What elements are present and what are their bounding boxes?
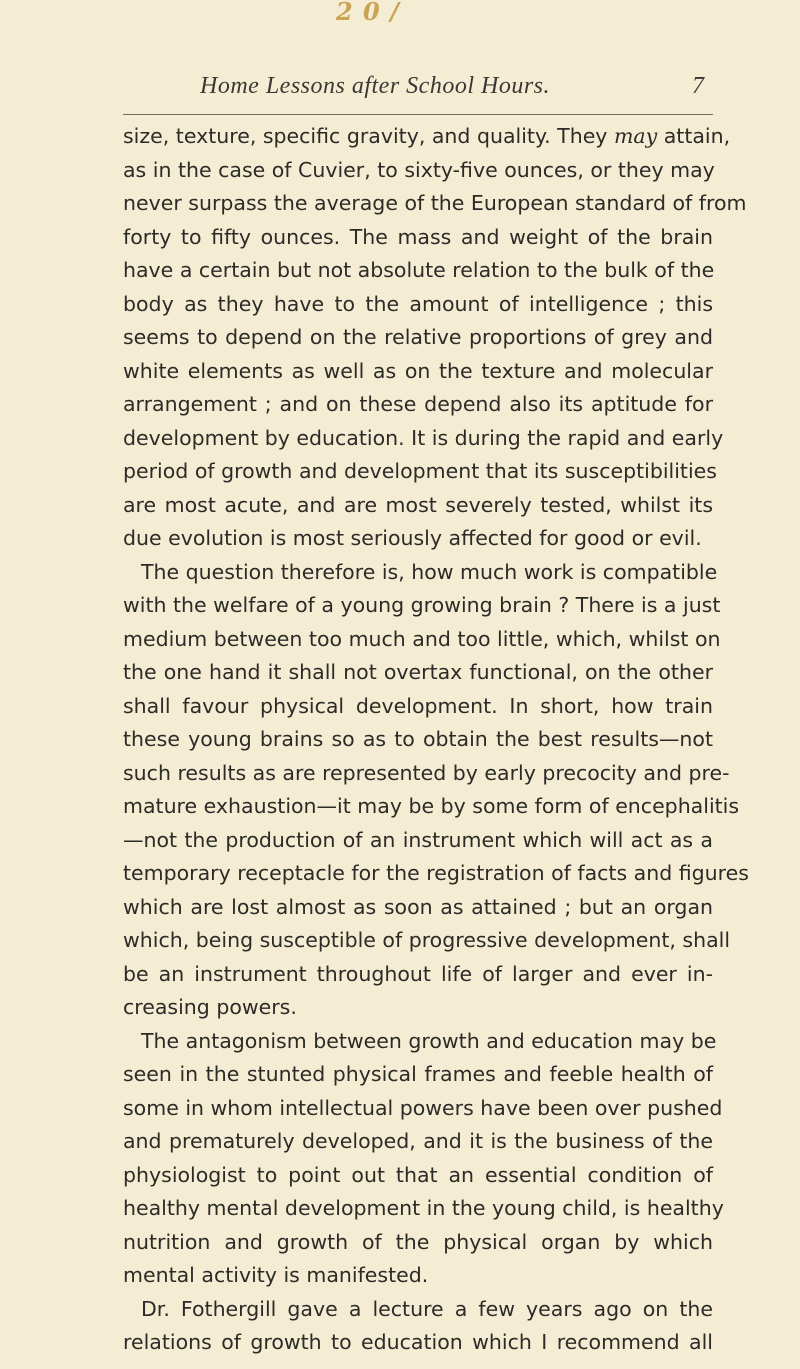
running-head-title: Home Lessons after School Hours. <box>200 73 550 99</box>
paragraph <box>123 1025 724 1293</box>
text-line: due evolution is most seriously affected for good or evil. <box>123 526 702 550</box>
text-line: white elements as well as on the texture and molecular <box>123 358 713 383</box>
text-line: which are lost almost as soon as attained ; but an organ <box>123 894 713 919</box>
text-line: these young brains so as to obtain the best results—not <box>123 727 713 751</box>
header-rule <box>123 114 713 115</box>
text-line: as in the case of Cuvier, to sixty-five ounces, or they may <box>123 157 715 182</box>
text-line: relations of growth to education which I recommend all <box>123 1330 713 1354</box>
text-line: period of growth and development that its susceptibilities <box>123 459 717 483</box>
text-line: shall favour physical development. In short, how train <box>123 693 713 718</box>
text-line: some in whom intellectual powers have been over pushed <box>123 1095 723 1120</box>
text-line: The antagonism between growth and education may be <box>141 1028 717 1053</box>
text-line: mental activity is manifested. <box>123 1263 429 1287</box>
text-line: mature exhaustion—it may be by some form of encephalitis <box>123 794 740 818</box>
page-number: 7 <box>692 73 704 99</box>
text-line: seen in the stunted physical frames and feeble health of <box>123 1062 713 1086</box>
text-line: Dr. Fothergill gave a lecture a few years ago on the <box>141 1296 713 1321</box>
text-line: —not the production of an instrument which will act as a <box>123 827 713 852</box>
running-head <box>120 72 710 106</box>
text-line: forty to fifty ounces. The mass and weight of the brain <box>123 224 713 249</box>
text-line: the one hand it shall not overtax functional, on the other <box>123 660 713 684</box>
emphasis: may <box>613 124 658 148</box>
text-line: never surpass the average of the European standard of from <box>123 191 747 215</box>
text-line: size, texture, specific gravity, and quality. They may attain, <box>123 124 731 148</box>
handwritten-annotation: 2 0 / <box>336 0 400 26</box>
paragraph <box>123 556 749 1025</box>
text-line: with the welfare of a young growing brain ? There is a just <box>123 593 721 617</box>
text-line: healthy mental development in the young child, is healthy <box>123 1196 724 1220</box>
text-line: are most acute, and are most severely tested, whilst its <box>123 492 713 517</box>
text-line: body as they have to the amount of intelligence ; this <box>123 291 713 316</box>
text-line: seems to depend on the relative proportions of grey and <box>123 325 713 349</box>
text-line: medium between too much and too little, which, whilst on <box>123 626 721 651</box>
paragraph <box>123 1293 713 1360</box>
text-line: and prematurely developed, and it is the business of the <box>123 1129 713 1153</box>
text-line: nutrition and growth of the physical organ by which <box>123 1229 713 1254</box>
text-line: which, being susceptible of progressive development, shall <box>123 928 731 952</box>
text-line: be an instrument throughout life of larger and ever in- <box>123 961 713 986</box>
text-line: physiologist to point out that an essential condition of <box>123 1162 713 1187</box>
text-line: arrangement ; and on these depend also its aptitude for <box>123 392 713 416</box>
text-line: The question therefore is, how much work is compatible <box>141 559 718 584</box>
text-line: creasing powers. <box>123 995 297 1019</box>
body-text <box>123 120 749 1360</box>
text-line: such results as are represented by early precocity and pre- <box>123 760 730 785</box>
text-line: have a certain but not absolute relation to the bulk of the <box>123 258 715 282</box>
text-line: temporary receptacle for the registration of facts and figures <box>123 861 749 885</box>
text-line: development by education. It is during the rapid and early <box>123 425 724 450</box>
paragraph <box>123 120 747 556</box>
